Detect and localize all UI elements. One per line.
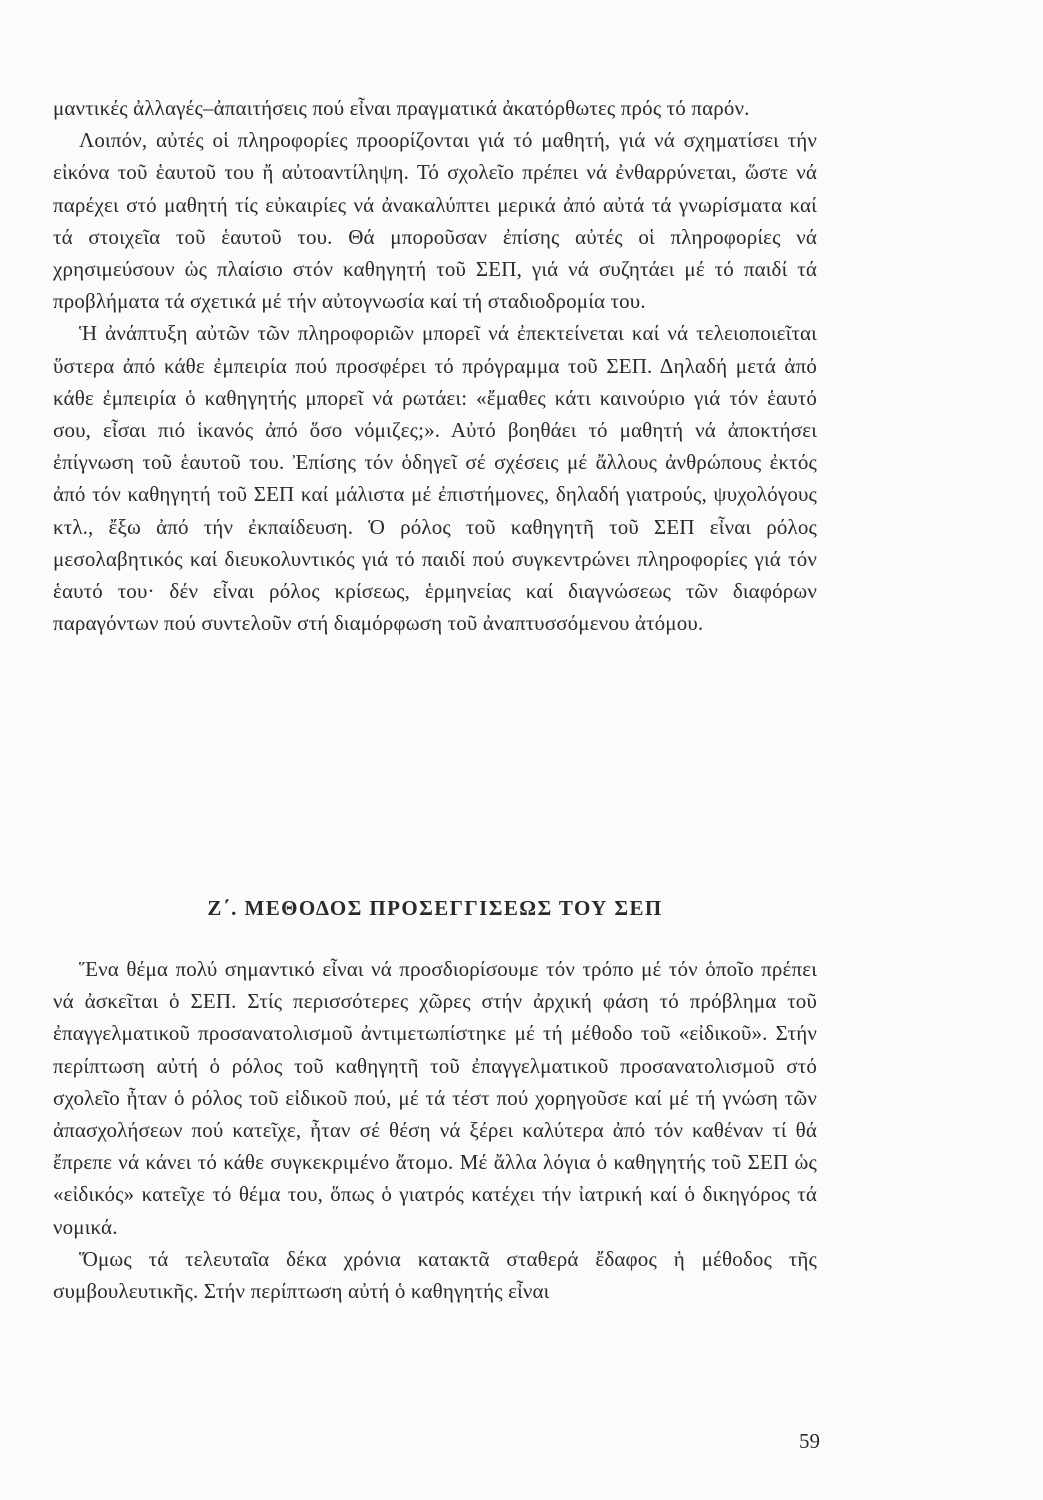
paragraph: Ἡ ἀνάπτυξη αὐτῶν τῶν πληροφοριῶν μπορεῖ νά ἐπεκτείνεται καί νά τελειοποιεῖται ὕστερα ἀπό κάθε ἐμπειρία πού προσφέρει τό πρόγραμμα τοῦ ΣΕΠ. Δηλαδή μετά ἀπό κάθε ἐμπειρία ὁ καθηγητής μπορεῖ νά ρωτάει: «ἔμαθες κάτι καινούριο γιά τόν ἑαυτό σου, εἶσαι πιό ἱκανός ἀπό ὅσο νόμιζες;». Αὐτό βοηθάει τό μαθητή νά ἀποκτήσει ἐπίγνωση τοῦ ἑαυτοῦ του. Ἐπίσης τόν ὁδηγεῖ σέ σχέσεις μέ ἄλλους ἀνθρώπους ἐκτός ἀπό τόν καθηγητή τοῦ ΣΕΠ καί μάλιστα μέ ἐπιστήμονες, δηλαδή γιατρούς, ψυχολόγους κτλ., ἔξω ἀπό τήν ἐκπαίδευση. Ὁ ρόλος τοῦ καθηγητῆ τοῦ ΣΕΠ εἶναι ρόλος μεσολαβητικός καί διευκολυντικός γιά τό παιδί πού συγκεντρώνει πληροφορίες γιά τόν ἑαυτό του· δέν εἶναι ρόλος κρίσεως, ἑρμηνείας καί διαγνώσεως τῶν διαφόρων παραγόντων πού συντελοῦν στή διαμόρφωση τοῦ ἀναπτυσσόμενου ἀτόμου. bbox=[53, 321, 817, 636]
paragraph: μαντικές ἀλλαγές–ἀπαιτήσεις πού εἶναι πραγματικά ἀκατόρθωτες πρός τό παρόν. bbox=[53, 96, 750, 120]
section-heading: Ζ΄. ΜΕΘΟΔΟΣ ΠΡΟΣΕΓΓΙΣΕΩΣ ΤΟΥ ΣΕΠ bbox=[207, 896, 663, 920]
paragraph: Λοιπόν, αὐτές οἱ πληροφορίες προορίζονται γιά τό μαθητή, γιά νά σχηματίσει τήν εἰκόνα τοῦ ἑαυτοῦ του ἤ αὐτοαντίληψη. Τό σχολεῖο πρέπει νά ἐνθαρρύνεται, ὥστε νά παρέχει στό μαθητή τίς εὐκαιρίες νά ἀνακαλύπτει μερικά ἀπό αὐτά τά γνωρίσματα καί τά στοιχεῖα τοῦ ἑαυτοῦ του. Θά μποροῦσαν ἐπίσης αὐτές οἱ πληροφορίες νά χρησιμεύσουν ὡς πλαίσιο στόν καθηγητή τοῦ ΣΕΠ, γιά νά συζητάει μέ τό παιδί τά προβλήματα τά σχετικά μέ τήν αὐτογνωσία καί τή σταδιοδρομία του. bbox=[53, 128, 817, 314]
text-column-top bbox=[53, 92, 817, 639]
paragraph: Ἕνα θέμα πολύ σημαντικό εἶναι νά προσδιορίσουμε τόν τρόπο μέ τόν ὁποῖο πρέπει νά ἀσκεῖται ὁ ΣΕΠ. Στίς περισσότερες χῶρες στήν ἀρχική φάση τό πρόβλημα τοῦ ἐπαγγελματικοῦ προσανατολισμοῦ ἀντιμετωπίστηκε μέ τή μέθοδο τοῦ «εἰδικοῦ». Στήν περίπτωση αὐτή ὁ ρόλος τοῦ καθηγητῆ τοῦ ἐπαγγελματικοῦ προσανατολισμοῦ στό σχολεῖο ἦταν ὁ ρόλος τοῦ εἰδικοῦ πού, μέ τά τέστ πού χορηγοῦσε καί μέ τή γνώση τῶν ἀπασχολήσεων πού κατεῖχε, ἦταν σέ θέση νά ξέρει καλύτερα ἀπό τόν καθέναν τί θά ἔπρεπε νά κάνει τό κάθε συγκεκριμένο ἄτομο. Μέ ἄλλα λόγια ὁ καθηγητής τοῦ ΣΕΠ ὡς «εἰδικός» κατεῖχε τό θέμα του, ὅπως ὁ γιατρός κατέχει τήν ἰατρική καί ὁ δικηγόρος τά νομικά. bbox=[53, 957, 817, 1239]
text-column-bottom bbox=[53, 953, 817, 1307]
page-number: 59 bbox=[799, 1429, 820, 1453]
paragraph: Ὅμως τά τελευταῖα δέκα χρόνια κατακτᾶ σταθερά ἔδαφος ἡ μέθοδος τῆς συμβουλευτικῆς. Στήν περίπτωση αὐτή ὁ καθηγητής εἶναι bbox=[53, 1246, 817, 1304]
